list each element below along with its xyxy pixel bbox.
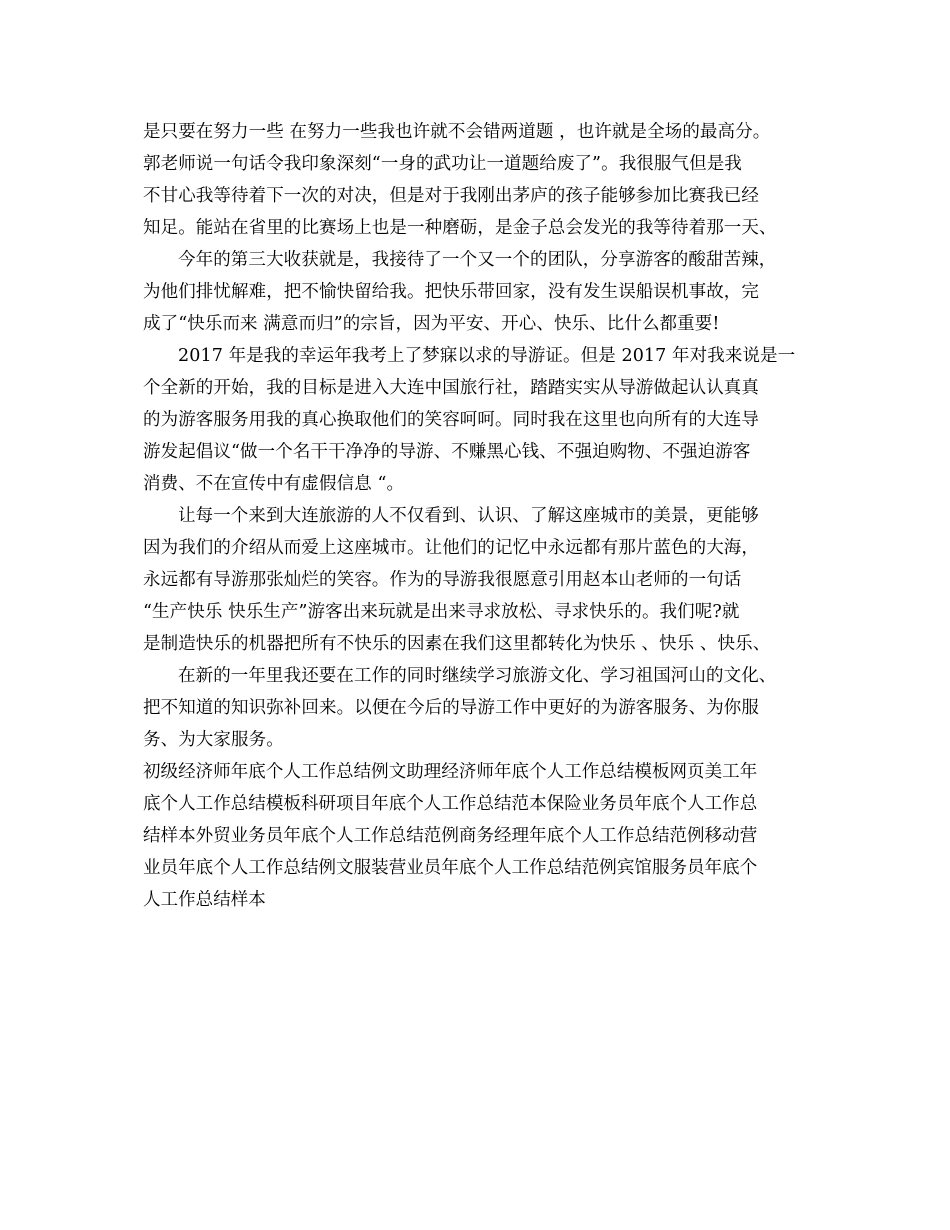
text-line: 让每一个来到大连旅游的人不仅看到、认识、了解这座城市的美景，更能够 [178,506,759,526]
text-line: 把不知道的知识弥补回来。以便在今后的导游工作中更好的为游客服务、为你服 [143,698,759,718]
related-articles-line: 业员年底个人工作总结例文服装营业员年底个人工作总结范例宾馆服务员年底个 [143,858,758,878]
related-articles-line: 初级经济师年底个人工作总结例文助理经济师年底个人工作总结模板网页美工年 [143,762,758,782]
paragraph-1 [143,116,808,244]
text-line: 2017 年是我的幸运年我考上了梦寐以求的导游证。但是 2017 年对我来说是一 [178,346,796,366]
text-line: 务、为大家服务。 [143,730,284,750]
related-articles-line: 人工作总结样本 [143,890,266,910]
text-line: 知足。能站在省里的比赛场上也是一种磨砺，是金子总会发光的我等待着那一天、 [143,218,777,238]
related-articles-line: 底个人工作总结模板科研项目年底个人工作总结范本保险业务员年底个人工作总 [143,794,758,814]
text-line: 是制造快乐的机器把所有不快乐的因素在我们这里都转化为快乐 、快乐 、快乐、 [143,634,771,654]
related-articles [143,756,808,916]
text-line: 不甘心我等待着下一次的对决，但是对于我刚出茅庐的孩子能够参加比赛我已经 [143,186,759,206]
paragraph-4 [143,500,808,660]
text-line: 郭老师说一句话令我印象深刻“一身的武功让一道题给废了”。我很服气但是我 [143,154,742,174]
document-body [143,116,808,916]
paragraph-5 [143,660,808,756]
paragraph-3 [143,340,808,500]
text-line: 因为我们的介绍从而爱上这座城市。让他们的记忆中永远都有那片蓝色的大海， [143,538,759,558]
text-line: 永远都有导游那张灿烂的笑容。作为的导游我很愿意引用赵本山老师的一句话 [143,570,742,590]
text-line: 在新的一年里我还要在工作的同时继续学习旅游文化、学习祖国河山的文化、 [178,666,777,686]
text-line: 是只要在努力一些 在努力一些我也许就不会错两道题 ，也许就是全场的最高分。 [143,122,771,142]
text-line: 的为游客服务用我的真心换取他们的笑容呵呵。同时我在这里也向所有的大连导 [143,410,759,430]
text-line: 消费、不在宣传中有虚假信息 “。 [143,474,405,494]
text-line: 游发起倡议“做一个名干干净净的导游、不赚黑心钱、不强迫购物、不强迫游客 [143,442,751,462]
text-line: 今年的第三大收获就是，我接待了一个又一个的团队，分享游客的酸甜苦辣， [178,250,777,270]
text-line: 为他们排忧解难，把不愉快留给我。把快乐带回家，没有发生误船误机事故，完 [143,282,759,302]
paragraph-2 [143,244,808,340]
text-line: “生产快乐 快乐生产”游客出来玩就是出来寻求放松、寻求快乐的。我们呢?就 [143,602,740,622]
related-articles-line: 结样本外贸业务员年底个人工作总结范例商务经理年底个人工作总结范例移动营 [143,826,758,846]
text-line: 成了“快乐而来 满意而归”的宗旨，因为平安、开心、快乐、比什么都重要! [143,314,720,334]
text-line: 个全新的开始，我的目标是进入大连中国旅行社，踏踏实实从导游做起认认真真 [143,378,759,398]
